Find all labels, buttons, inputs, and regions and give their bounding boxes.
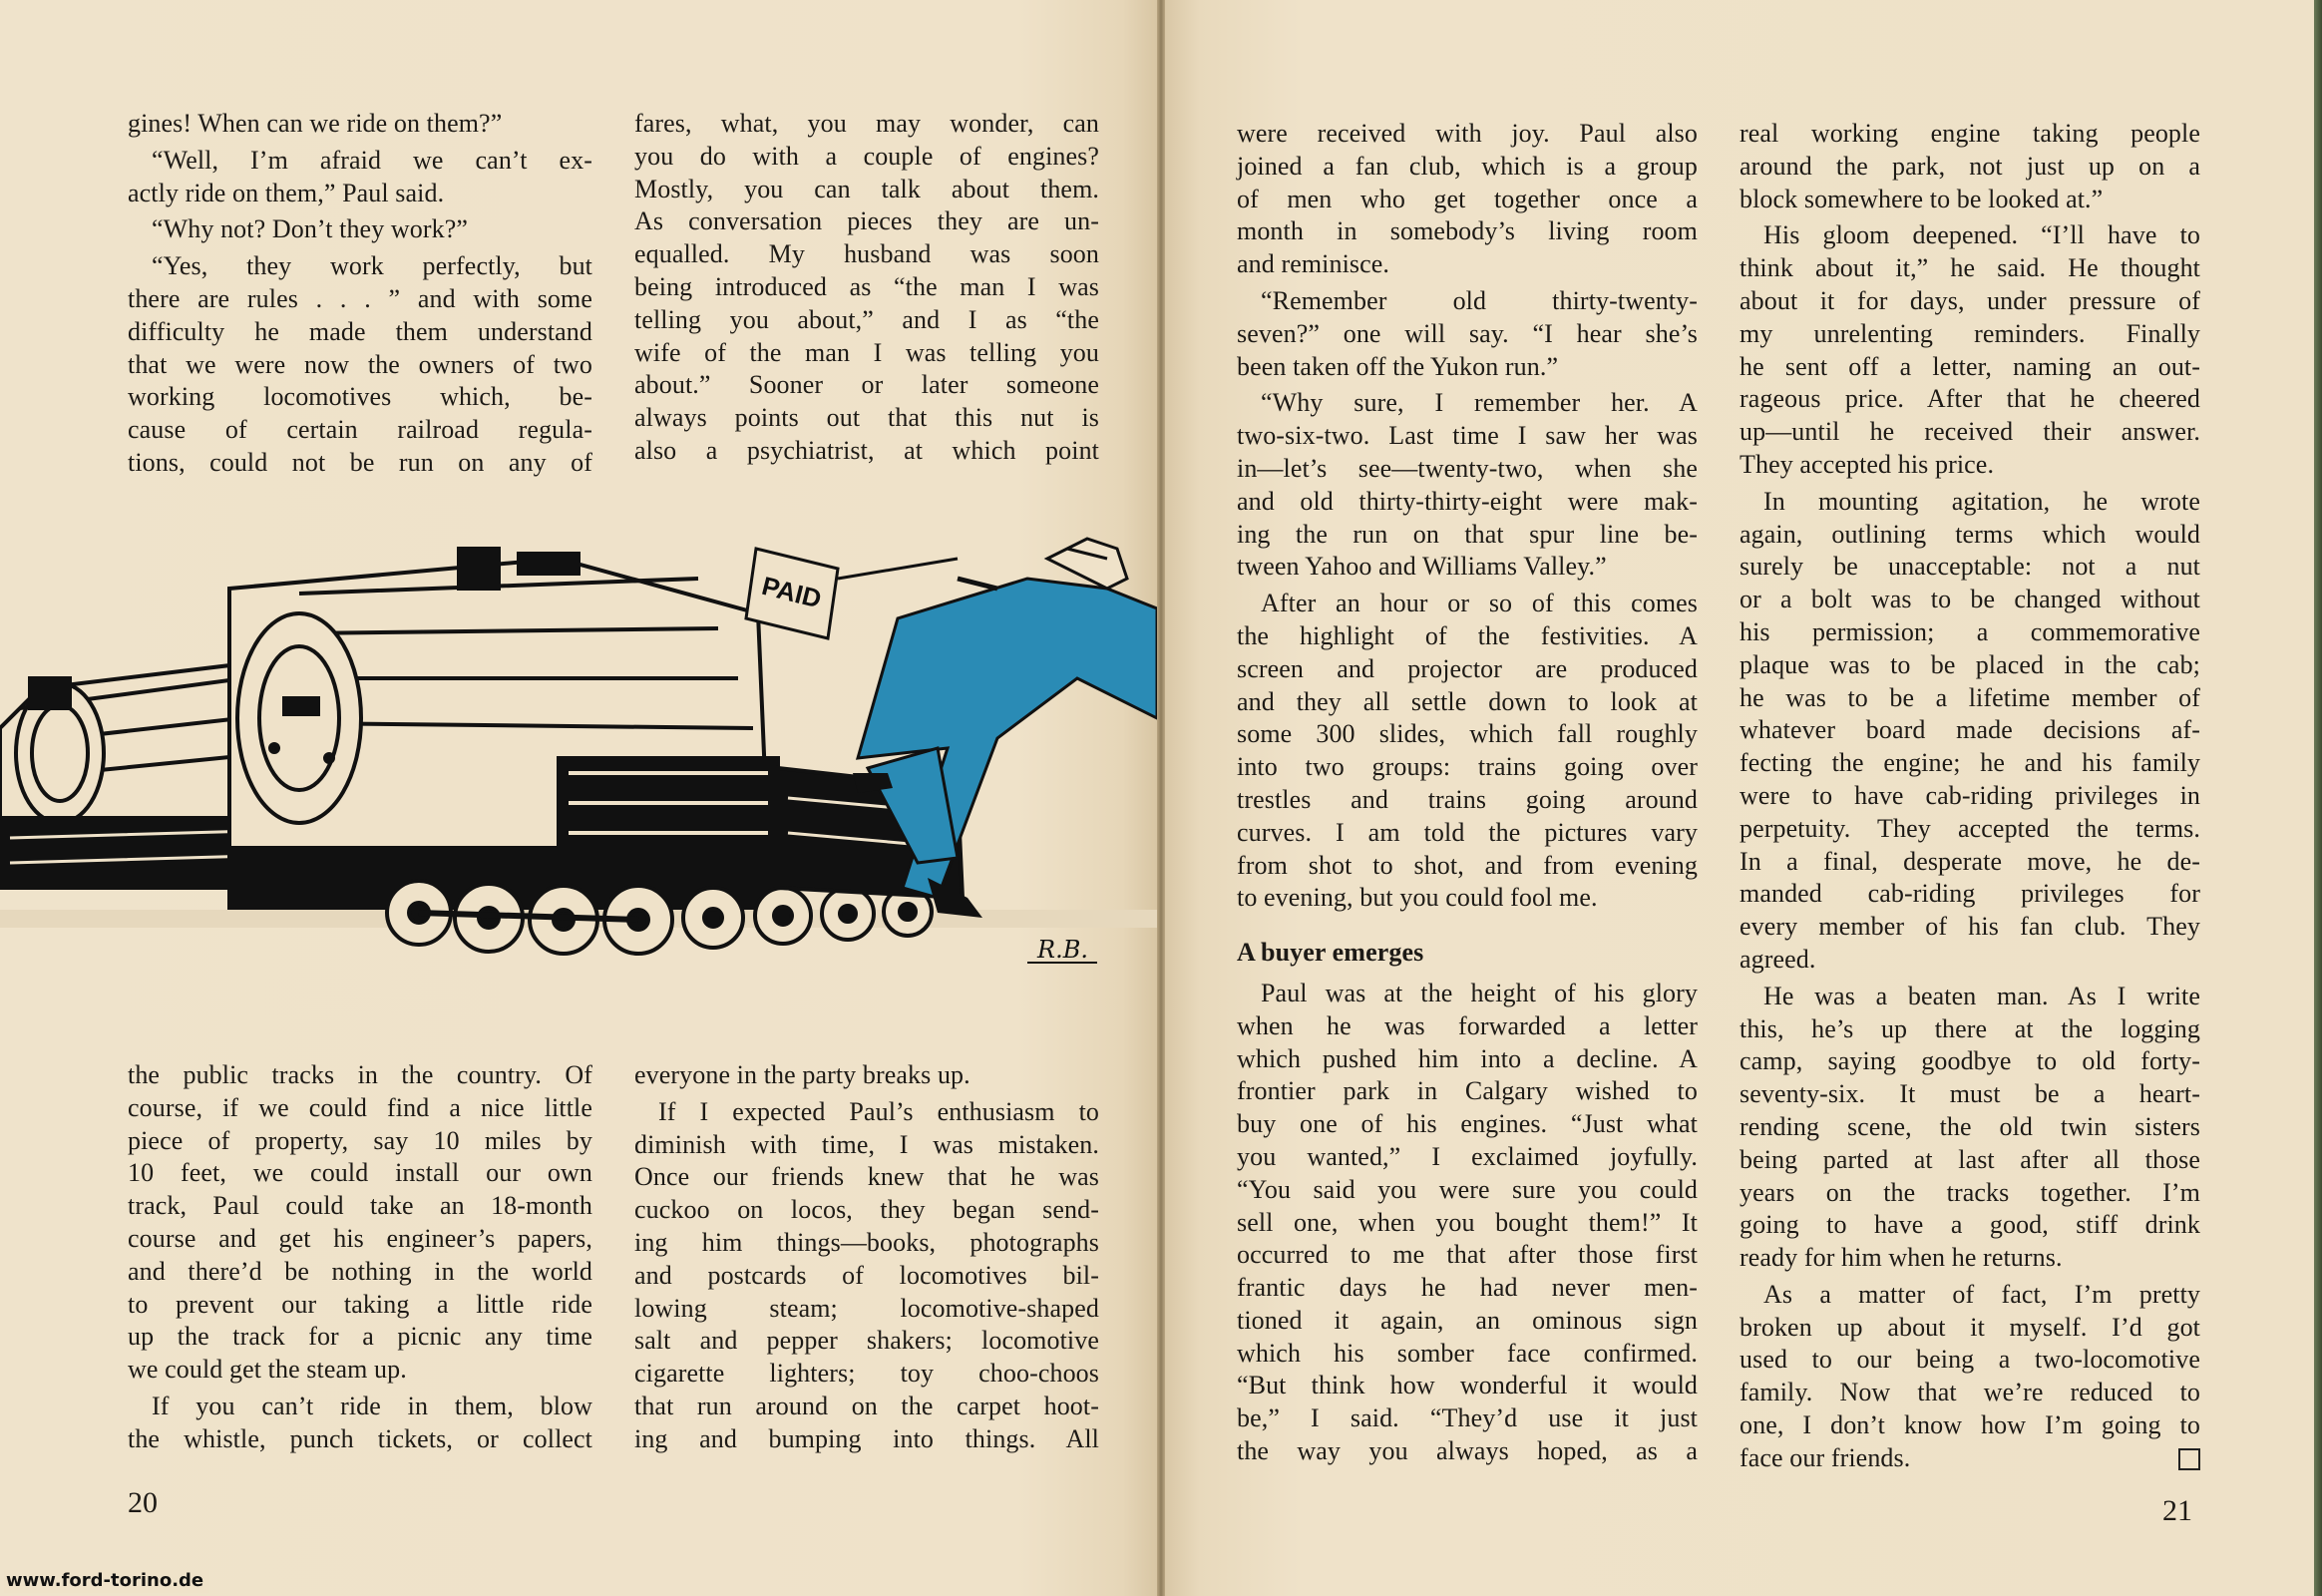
text-line: “Why sure, I remember her. A [1261,388,1698,418]
text-line: course and get his engineer’s papers, [128,1223,592,1253]
text-line: or a bolt was to be changed without [1740,585,2200,614]
text-line: frontier park in Calgary wished to [1237,1076,1698,1106]
square-end-mark-icon [2178,1448,2200,1470]
text-line: there are rules . . . ” and with some [128,283,592,313]
text-line: the whistle, punch tickets, or collect [128,1423,592,1453]
locomotive-illustration [0,519,1157,973]
page-left [0,0,1157,1596]
text-line: around the park, not just up on a [1740,151,2200,181]
right-column-2 [1740,118,2200,1475]
text-line: and they all settle down to look at [1237,686,1698,716]
text-line: “Remember old thirty-twenty- [1261,285,1698,315]
text-line: we could get the steam up. [128,1355,407,1385]
text-line: about it for days, under pressure of [1740,285,2200,315]
text-line: that we were now the owners of two [128,349,592,379]
text-line: salt and pepper shakers; locomotive [634,1326,1099,1356]
text-line: again, outlining terms which would [1740,519,2200,549]
text-line: be,” I said. “They’d use it just [1237,1403,1698,1433]
text-line: course, if we could find a nice little [128,1092,592,1122]
text-line: trestles and trains going around [1237,784,1698,814]
text-line: occurred to me that after those first [1237,1240,1698,1270]
text-line: gines! When can we ride on them?” [128,109,503,138]
text-line: equalled. My husband was soon [634,239,1099,269]
text-line: 10 feet, we could install our own [128,1158,592,1188]
text-line: cuckoo on locos, they began send- [634,1195,1099,1225]
left-column-1-bottom [128,1059,592,1456]
text-line: After an hour or so of this comes [1261,589,1698,618]
text-line: As conversation pieces they are un- [634,206,1099,236]
text-line: always points out that this nut is [634,403,1099,433]
text-line: you do with a couple of engines? [634,141,1099,171]
text-line: screen and projector are produced [1237,653,1698,683]
text-line: month in somebody’s living room [1237,216,1698,246]
text-line: He was a beaten man. As I write [1763,981,2200,1010]
text-line: rending scene, the old twin sisters [1740,1111,2200,1141]
text-line: diminish with time, I was mistaken. [634,1129,1099,1159]
text-line: “Why not? Don’t they work?” [152,214,469,244]
text-line: cigarette lighters; toy choo-choos [634,1359,1099,1389]
book-spine [1157,0,1165,1596]
text-line: he was to be a lifetime member of [1740,682,2200,712]
text-line: of men who get together once a [1237,184,1698,213]
text-line: into two groups: trains going over [1237,752,1698,782]
text-line: working locomotives which, be- [128,382,592,412]
text-line: everyone in the party breaks up. [634,1060,970,1089]
text-line: real working engine taking people [1740,119,2200,148]
text-line: ing and bumping into things. All [634,1423,1099,1453]
text-line: being introduced as “the man I was [634,271,1099,301]
text-line: tions, could not be run on any of [128,447,592,477]
page-number-left: 20 [128,1486,158,1519]
text-line: ing the run on that spur line be- [1237,519,1698,549]
text-line: difficulty he made them understand [128,316,592,346]
text-line: His gloom deepened. “I’ll have to [1763,220,2200,250]
text-line: wife of the man I was telling you [634,337,1099,367]
front-locomotive-drawing [229,549,788,908]
text-line: used to our being a two-locomotive [1740,1345,2200,1375]
text-line: also a psychiatrist, at which point [634,435,1099,465]
text-line: think about it,” he said. He thought [1740,253,2200,283]
text-line: which pushed him into a decline. A [1237,1043,1698,1073]
text-line: block somewhere to be looked at.” [1740,184,2104,213]
text-line: “You said you were sure you could [1237,1174,1698,1204]
text-line: Paul was at the height of his glory [1261,978,1698,1007]
right-column-1 [1237,118,1698,1468]
text-line: sell one, when you bought them!” It [1237,1207,1698,1237]
text-line: years on the tracks together. I’m [1740,1177,2200,1207]
text-line: actly ride on them,” Paul said. [128,178,445,207]
text-line: joined a fan club, which is a group [1237,151,1698,181]
text-line: from shot to shot, and from evening [1237,850,1698,880]
text-line: In mounting agitation, he wrote [1763,486,2200,516]
text-line: If I expected Paul’s enthusiasm to [658,1096,1099,1126]
text-line: perpetuity. They accepted the terms. [1740,813,2200,843]
left-column-2-top [634,108,1099,468]
text-line: to evening, but you could fool me. [1237,883,1598,913]
page-right [1165,0,2314,1596]
text-line: “Yes, they work perfectly, but [152,251,592,281]
text-line: whatever board made decisions af- [1740,715,2200,745]
text-line: Once our friends knew that he was [634,1162,1099,1192]
text-line: this, he’s up there at the logging [1740,1013,2200,1043]
text-line: plaque was to be placed in the cab; [1740,649,2200,679]
text-line: been taken off the Yukon run.” [1237,351,1559,381]
text-line: If you can’t ride in them, blow [152,1391,592,1420]
text-line: manded cab-riding privileges for [1740,879,2200,909]
left-column-1-top [128,108,592,480]
text-line: his permission; a commemorative [1740,616,2200,646]
text-line: “But think how wonderful it would [1237,1371,1698,1400]
text-line: two-six-two. Last time I saw her was [1237,421,1698,451]
text-line: and there’d be nothing in the world [128,1256,592,1286]
text-line: tioned it again, an ominous sign [1237,1305,1698,1335]
text-line: frantic days he had never men- [1237,1273,1698,1303]
text-line: face our friends. [1740,1442,2200,1475]
text-line: fares, what, you may wonder, can [634,109,1099,138]
text-line: my unrelenting reminders. Finally [1740,318,2200,348]
text-line: cause of certain railroad regula- [128,415,592,445]
text-line: agreed. [1740,944,1816,974]
text-line: seven?” one will say. “I hear she’s [1237,318,1698,348]
text-line: he sent off a letter, naming an out- [1740,351,2200,381]
text-line: the way you always hoped, as a [1237,1436,1698,1466]
right-cover-edge [2314,0,2322,1596]
text-line: every member of his fan club. They [1740,912,2200,942]
section-heading: A buyer emerges [1237,938,1424,968]
text-line: broken up about it myself. I’d got [1740,1312,2200,1342]
text-line: piece of property, say 10 miles by [128,1125,592,1155]
text-line: In a final, desperate move, he de- [1740,846,2200,876]
text-line: track, Paul could take an 18-month [128,1191,592,1221]
text-line: that run around on the carpet hoot- [634,1391,1099,1420]
text-line: to prevent our taking a little ride [128,1289,592,1319]
text-line: rageous price. After that he cheered [1740,384,2200,414]
text-line: buy one of his engines. “Just what [1237,1109,1698,1139]
text-line: you wanted,” I exclaimed joyfully. [1237,1141,1698,1171]
text-line: the highlight of the festivities. A [1237,620,1698,650]
text-line: family. Now that we’re reduced to [1740,1378,2200,1407]
text-line: lowing steam; locomotive-shaped [634,1293,1099,1323]
text-line: were to have cab-riding privileges in [1740,780,2200,810]
text-line: going to have a good, stiff drink [1740,1210,2200,1240]
page-number-right: 21 [2162,1494,2192,1527]
paid-ticket-text: PAID [758,570,825,614]
text-line: seventy-six. It must be a heart- [1740,1079,2200,1109]
text-line: about.” Sooner or later someone [634,370,1099,400]
text-line: curves. I am told the pictures vary [1237,817,1698,847]
text-line: were received with joy. Paul also [1237,119,1698,148]
text-line: which his somber face confirmed. [1237,1338,1698,1368]
text-line: ing him things—books, photographs [634,1227,1099,1257]
text-line: the public tracks in the country. Of [128,1060,592,1089]
text-line: ready for him when he returns. [1740,1243,2063,1273]
text-line: Mostly, you can talk about them. [634,174,1099,203]
text-line: up—until he received their answer. [1740,417,2200,447]
text-line: in—let’s see—twenty-two, when she [1237,453,1698,483]
text-line: when he was forwarded a letter [1237,1010,1698,1040]
text-line: and reminisce. [1237,249,1390,279]
left-column-2-bottom [634,1059,1099,1456]
text-line: telling you about,” and I as “the [634,304,1099,334]
site-watermark: www.ford-torino.de [4,1570,209,1593]
text-line: surely be unacceptable: not a nut [1740,552,2200,582]
text-line: one, I don’t know how I’m going to [1740,1410,2200,1440]
text-line: being parted at last after all those [1740,1144,2200,1174]
text-line: some 300 slides, which fall roughly [1237,719,1698,749]
text-line: and postcards of locomotives bil- [634,1260,1099,1290]
illustrator-signature: R.B. [1037,936,1088,964]
text-line: tween Yahoo and Williams Valley.” [1237,552,1607,582]
text-line: camp, saying goodbye to old forty- [1740,1046,2200,1076]
text-line: fecting the engine; he and his family [1740,748,2200,778]
text-line: and old thirty-thirty-eight were mak- [1237,486,1698,516]
text-line: As a matter of fact, I’m pretty [1763,1279,2200,1309]
text-line: up the track for a picnic any time [128,1322,592,1352]
text-line: They accepted his price. [1740,449,1995,479]
text-line: “Well, I’m afraid we can’t ex- [152,145,592,175]
